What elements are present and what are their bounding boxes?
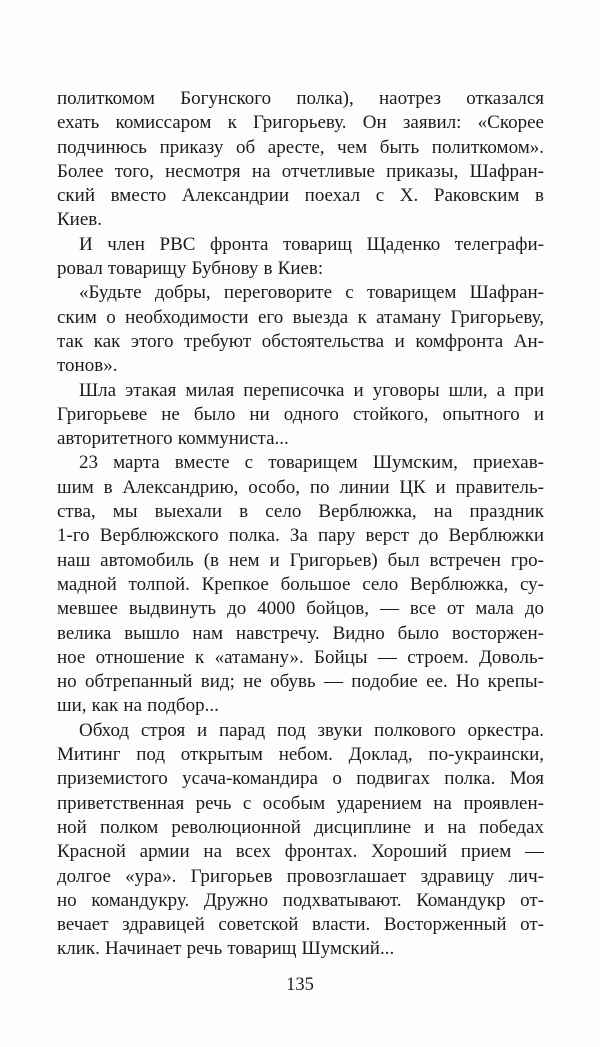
text-line: И член РВС фронта товарищ Щаденко телеграфи-: [79, 233, 544, 255]
text-line: ной полком революционной дисциплине и на победах: [57, 816, 544, 838]
text-line: так как этого требуют обстоятельства и комфронта Ан-: [57, 330, 544, 352]
text-line: ехать комиссаром к Григорьеву. Он заявил: «Скорее: [57, 112, 544, 134]
page-number: 135: [286, 975, 314, 995]
text-line: долгое «ура». Григорьев провозглашает здравицу лич-: [57, 865, 544, 887]
text-line: ства, мы выехали в село Верблюжка, на праздник: [57, 501, 544, 523]
text-line: клик. Начинает речь товарищ Шумский...: [57, 938, 395, 960]
text-line: ским о необходимости его выезда к атаману Григорьеву,: [57, 306, 544, 328]
text-line: «Будьте добры, переговорите с товарищем Шафран-: [79, 282, 544, 304]
text-line: Григорьеве не было ни одного стойкого, опытного и: [57, 403, 544, 425]
text-line: но обтрепанный вид; не обувь — подобие ее. Но крепы-: [57, 671, 544, 693]
text-line: шим в Александрию, особо, по линии ЦК и правитель-: [57, 476, 544, 498]
text-line: Красной армии на всех фронтах. Хороший прием —: [57, 841, 544, 863]
text-line: вечает здравицей советской власти. Восторженный от-: [57, 914, 544, 936]
text-line: 23 марта вместе с товарищем Шумским, приехав-: [79, 452, 544, 474]
text-line: Шла этакая милая переписочка и уговоры шли, а при: [79, 379, 544, 401]
text-line: велика вышло нам навстречу. Видно было восторжен-: [57, 622, 544, 644]
text-line: авторитетного коммуниста...: [57, 428, 289, 450]
text-line: Митинг под открытым небом. Доклад, по-украински,: [57, 744, 544, 766]
text-line: ский вместо Александрии поехал с Х. Раковским в: [57, 185, 544, 207]
text-line: политкомом Богунского полка), наотрез отказался: [57, 88, 544, 109]
text-line: Более того, несмотря на отчетливые приказы, Шафран-: [57, 160, 544, 182]
text-line: 1-го Верблюжского полка. За пару верст до Верблюжки: [57, 525, 544, 547]
text-line: ровал товарищу Бубнову в Киев:: [57, 258, 324, 280]
text-line: мадной толпой. Крепкое большое село Верблюжка, су-: [57, 573, 544, 595]
text-line: наш автомобиль (в нем и Григорьев) был встречен гро-: [57, 549, 544, 571]
text-line: тонов».: [57, 355, 118, 377]
text-line: ши, как на подбор...: [57, 695, 219, 717]
text-line: ное отношение к «атаману». Бойцы — строем. Доволь-: [57, 646, 544, 668]
text-line: мевшее выдвинуть до 4000 бойцов, — все от мала до: [57, 598, 544, 620]
text-line: подчинюсь приказу об аресте, чем быть политкомом».: [57, 136, 544, 158]
text-line: Обход строя и парад под звуки полкового оркестра.: [79, 719, 544, 741]
body-text: [57, 87, 544, 962]
text-line: приземистого усача-командира о подвигах полка. Моя: [57, 768, 544, 790]
text-line: Киев.: [57, 209, 102, 231]
text-line: приветственная речь с особым ударением на проявлен-: [57, 792, 544, 814]
text-line: но командукру. Дружно подхватывают. Командукр от-: [57, 889, 544, 911]
